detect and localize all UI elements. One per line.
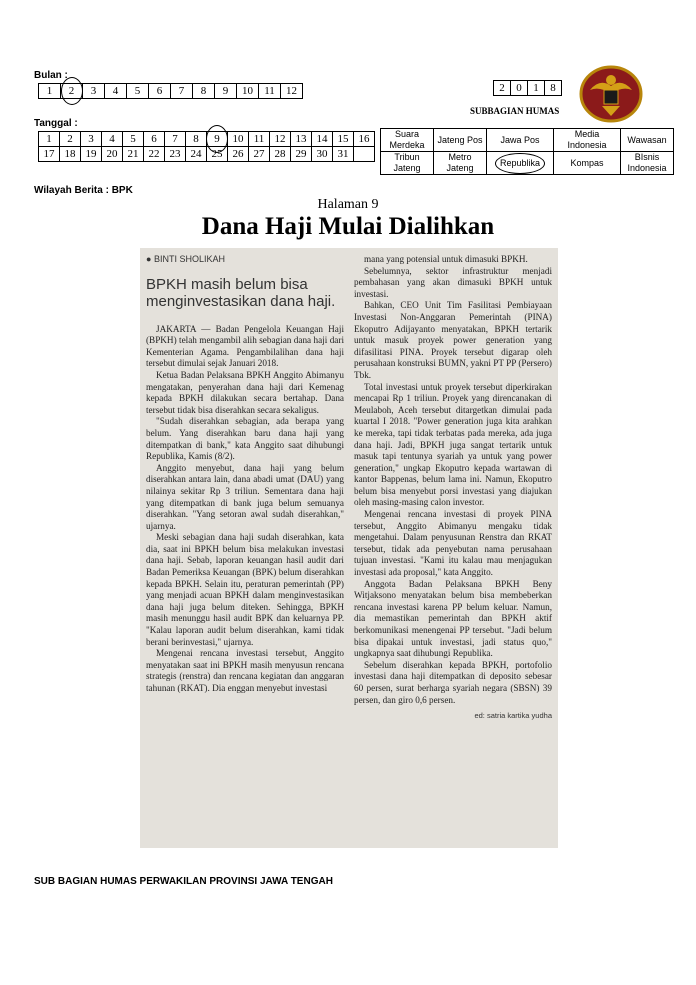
day-cell: 30 bbox=[312, 147, 333, 162]
media-cell: Suara Merdeka bbox=[381, 129, 434, 152]
year-digit: 1 bbox=[528, 81, 545, 96]
paragraph: Bahkan, CEO Unit Tim Fasilitasi Pembiayaan Investasi Non-Anggaran Pemerintah (PINA) Ekoputro Adijayanto menyatakan, BPKH tertarik untuk masuk proyek power generation yang difasilitasi PINA. Proyek tersebut digarap oleh perusahaan konstruksi BUMN, yakni PT PP (Persero) Tbk. bbox=[354, 300, 552, 380]
selected-media: Republika bbox=[495, 153, 545, 174]
left-column bbox=[146, 324, 344, 695]
lead: BPKH masih belum bisa menginvestasikan dana haji. bbox=[146, 275, 336, 310]
year-box bbox=[493, 80, 562, 96]
day-cell bbox=[354, 147, 375, 162]
day-cell: 2 bbox=[60, 132, 81, 147]
tanggal-grid bbox=[38, 131, 375, 162]
garuda-emblem-icon bbox=[578, 64, 644, 126]
paragraph: Ketua Badan Pelaksana BPKH Anggito Abimanyu mengatakan, penyerahan dana haji dari Kemenag kepada BPKH dilakukan secara bertahap. Dana tersebut tidak bisa diserahkan secara sekaligus. bbox=[146, 369, 344, 415]
month-cell: 1 bbox=[39, 84, 61, 99]
day-cell: 24 bbox=[186, 147, 207, 162]
paragraph: Mengenai rencana investasi di proyek PINA tersebut, Anggito Abimanyu mengaku tidak mengetahui. Dalam penyusunan Renstra dan RKAT tersebut, tidak ada penyebutan nama perusahaan tujuan investasi. "Kami itu kalau mau menjagukan investasi ada proposal," kata Anggito. bbox=[354, 509, 552, 578]
paragraph: Meski sebagian dana haji sudah diserahkan, kata dia, saat ini BPKH belum bisa melakukan investasi dana haji. Sebab, laporan keuangan hasil audit dari Badan Pemeriksa Keuangan (BPK) belum diserahkan kepada BPKH. Selain itu, peraturan pemerintah (PP) yang menjadi acuan BPKH dalam menginvestasikan dana haji juga belum diteken. Sehingga, BPKH masih menunggu hasil audit BPK dan keluarnya PP. "Kalau laporan audit belum diserahkan, kami tidak berani berinvestasi," ujarnya. bbox=[146, 532, 344, 647]
day-cell: 26 bbox=[228, 147, 249, 162]
day-cell: 22 bbox=[144, 147, 165, 162]
day-cell: 16 bbox=[354, 132, 375, 147]
month-cell: 7 bbox=[171, 84, 193, 99]
paragraph: "Sudah diserahkan sebagian, ada berapa yang belum. Yang diserahkan baru dana haji yang ditempatkan di bank," kata Anggito saat dihubungi Republika, Kamis (8/2). bbox=[146, 416, 344, 462]
selected-circle: 2 bbox=[68, 85, 75, 97]
bulan-label: Bulan : bbox=[34, 70, 68, 81]
day-cell: 17 bbox=[39, 147, 60, 162]
month-cell: 9 bbox=[215, 84, 237, 99]
day-cell: 8 bbox=[186, 132, 207, 147]
year-digit: 0 bbox=[511, 81, 528, 96]
day-cell: 28 bbox=[270, 147, 291, 162]
month-cell: 5 bbox=[127, 84, 149, 99]
day-cell: 13 bbox=[291, 132, 312, 147]
byline: BINTI SHOLIKAH bbox=[153, 254, 225, 264]
day-cell: 21 bbox=[123, 147, 144, 162]
month-cell: 12 bbox=[281, 84, 303, 99]
day-cell: 23 bbox=[165, 147, 186, 162]
paragraph: Sebelum diserahkan kepada BPKH, portofolio investasi dana haji ditempatkan di deposito sebesar 60 persen, surat berharga syariah negara (SBSN) 39 persen, dan giro 0,6 persen. bbox=[354, 659, 552, 705]
year-digit: 8 bbox=[545, 81, 562, 96]
article-title: Dana Haji Mulai Dialihkan bbox=[201, 213, 495, 240]
year-digit: 2 bbox=[494, 81, 511, 96]
month-cell: 4 bbox=[105, 84, 127, 99]
day-cell: 19 bbox=[81, 147, 102, 162]
news-clipping bbox=[140, 248, 558, 848]
day-cell: 15 bbox=[333, 132, 354, 147]
day-cell: 7 bbox=[165, 132, 186, 147]
wilayah-berita: Wilayah Berita : BPK bbox=[34, 185, 133, 196]
tanggal-label: Tanggal : bbox=[34, 118, 78, 129]
paragraph: Mengenai rencana investasi tersebut, Anggito menyatakan saat ini BPKH masih menyusun rencana strategis (renstra) dan rencana kegiatan dan anggaran tahunan (RKAT). Dia enggan menyebut investasi bbox=[146, 648, 344, 693]
day-cell: 27 bbox=[249, 147, 270, 162]
paragraph: Anggito menyebut, dana haji yang belum diserahkan antara lain, dana abadi umat (DAU) yang nilainya sekitar Rp 3 triliun. Sementara dana haji yang ditempatkan di bank juga belum semuanya diserahkan. "Yang setoran awal sudah diserahkan," ujarnya. bbox=[146, 462, 344, 531]
media-cell: Jateng Pos bbox=[434, 129, 487, 152]
media-cell: Jawa Pos bbox=[487, 129, 554, 152]
subbagian-humas: SUBBAGIAN HUMAS bbox=[470, 106, 560, 116]
right-column bbox=[354, 254, 552, 706]
day-cell: 10 bbox=[228, 132, 249, 147]
month-cell: 8 bbox=[193, 84, 215, 99]
media-cell: Metro Jateng bbox=[434, 152, 487, 175]
day-cell: 4 bbox=[102, 132, 123, 147]
media-table bbox=[380, 128, 674, 175]
month-cell: 11 bbox=[259, 84, 281, 99]
month-cell: 3 bbox=[83, 84, 105, 99]
day-cell bbox=[207, 132, 228, 147]
day-cell: 25 bbox=[207, 147, 228, 162]
day-cell: 14 bbox=[312, 132, 333, 147]
day-cell: 1 bbox=[39, 132, 60, 147]
day-cell: 12 bbox=[270, 132, 291, 147]
byline-bullet-icon: ● bbox=[146, 254, 154, 264]
editor-credit: ed: satria kartika yudha bbox=[474, 711, 552, 721]
media-cell: BIsnis Indonesia bbox=[621, 152, 674, 175]
day-cell: 18 bbox=[60, 147, 81, 162]
media-cell: Wawasan bbox=[621, 129, 674, 152]
media-cell: Media Indonesia bbox=[554, 129, 621, 152]
paragraph: Anggota Badan Pelaksana BPKH Beny Witjaksono menyatakan belum bisa membeberkan rencana investasi karena PP belum keluar. Namun, dia memastikan pemerintah dan BPKH aktif berkomunikasi menengenai PP tersebut. "Jadi belum bisa dipakai untuk investasi, jadi status quo," ungkapnya saat dihubungi Republika. bbox=[354, 578, 552, 659]
media-cell: Kompas bbox=[554, 152, 621, 175]
paragraph: Sebelumnya, sektor infrastruktur menjadi pembahasan yang akan dimasuki BPKH untuk investasi. bbox=[354, 265, 552, 299]
media-cell bbox=[487, 152, 554, 175]
paragraph: Total investasi untuk proyek tersebut diperkirakan mencapai Rp 1 triliun. Proyek yang direncanakan di Meulaboh, Aceh tersebut ditargetkan dimulai pada kuartal I 2018. "Power generation juga kita arahkan ke mereka, tapi tidak terbatas pada mereka, ada juga dana haji. Jadi, BPKH juga sangat tertarik untuk masuk tapi tentunya syariah ya untuk yang power generation," ungkap Ekoputro kepada wartawan di kantor Bappenas, belum lama ini. Namun, Ekoputro belum bisa menyebut porsi investasi yang diajukan oleh masing-masing calon investor. bbox=[354, 381, 552, 508]
day-cell: 6 bbox=[144, 132, 165, 147]
page-number: Halaman 9 bbox=[317, 197, 379, 212]
day-cell: 20 bbox=[102, 147, 123, 162]
month-cell: 6 bbox=[149, 84, 171, 99]
month-cell: 10 bbox=[237, 84, 259, 99]
day-cell: 31 bbox=[333, 147, 354, 162]
month-cell bbox=[61, 84, 83, 99]
media-cell: Tribun Jateng bbox=[381, 152, 434, 175]
bulan-grid bbox=[38, 83, 303, 99]
selected-circle: 9 bbox=[214, 133, 220, 145]
day-cell: 29 bbox=[291, 147, 312, 162]
paragraph: mana yang potensial untuk dimasuki BPKH. bbox=[364, 254, 528, 264]
day-cell: 11 bbox=[249, 132, 270, 147]
footer-text: SUB BAGIAN HUMAS PERWAKILAN PROVINSI JAWA TENGAH bbox=[34, 876, 333, 887]
day-cell: 3 bbox=[81, 132, 102, 147]
day-cell: 5 bbox=[123, 132, 144, 147]
paragraph: JAKARTA — Badan Pengelola Keuangan Haji (BPKH) telah mengambil alih sebagian dana haji dari Kementerian Agama. Pengambilalihan dana haji tersebut dimulai sejak Januari 2018. bbox=[146, 323, 344, 369]
